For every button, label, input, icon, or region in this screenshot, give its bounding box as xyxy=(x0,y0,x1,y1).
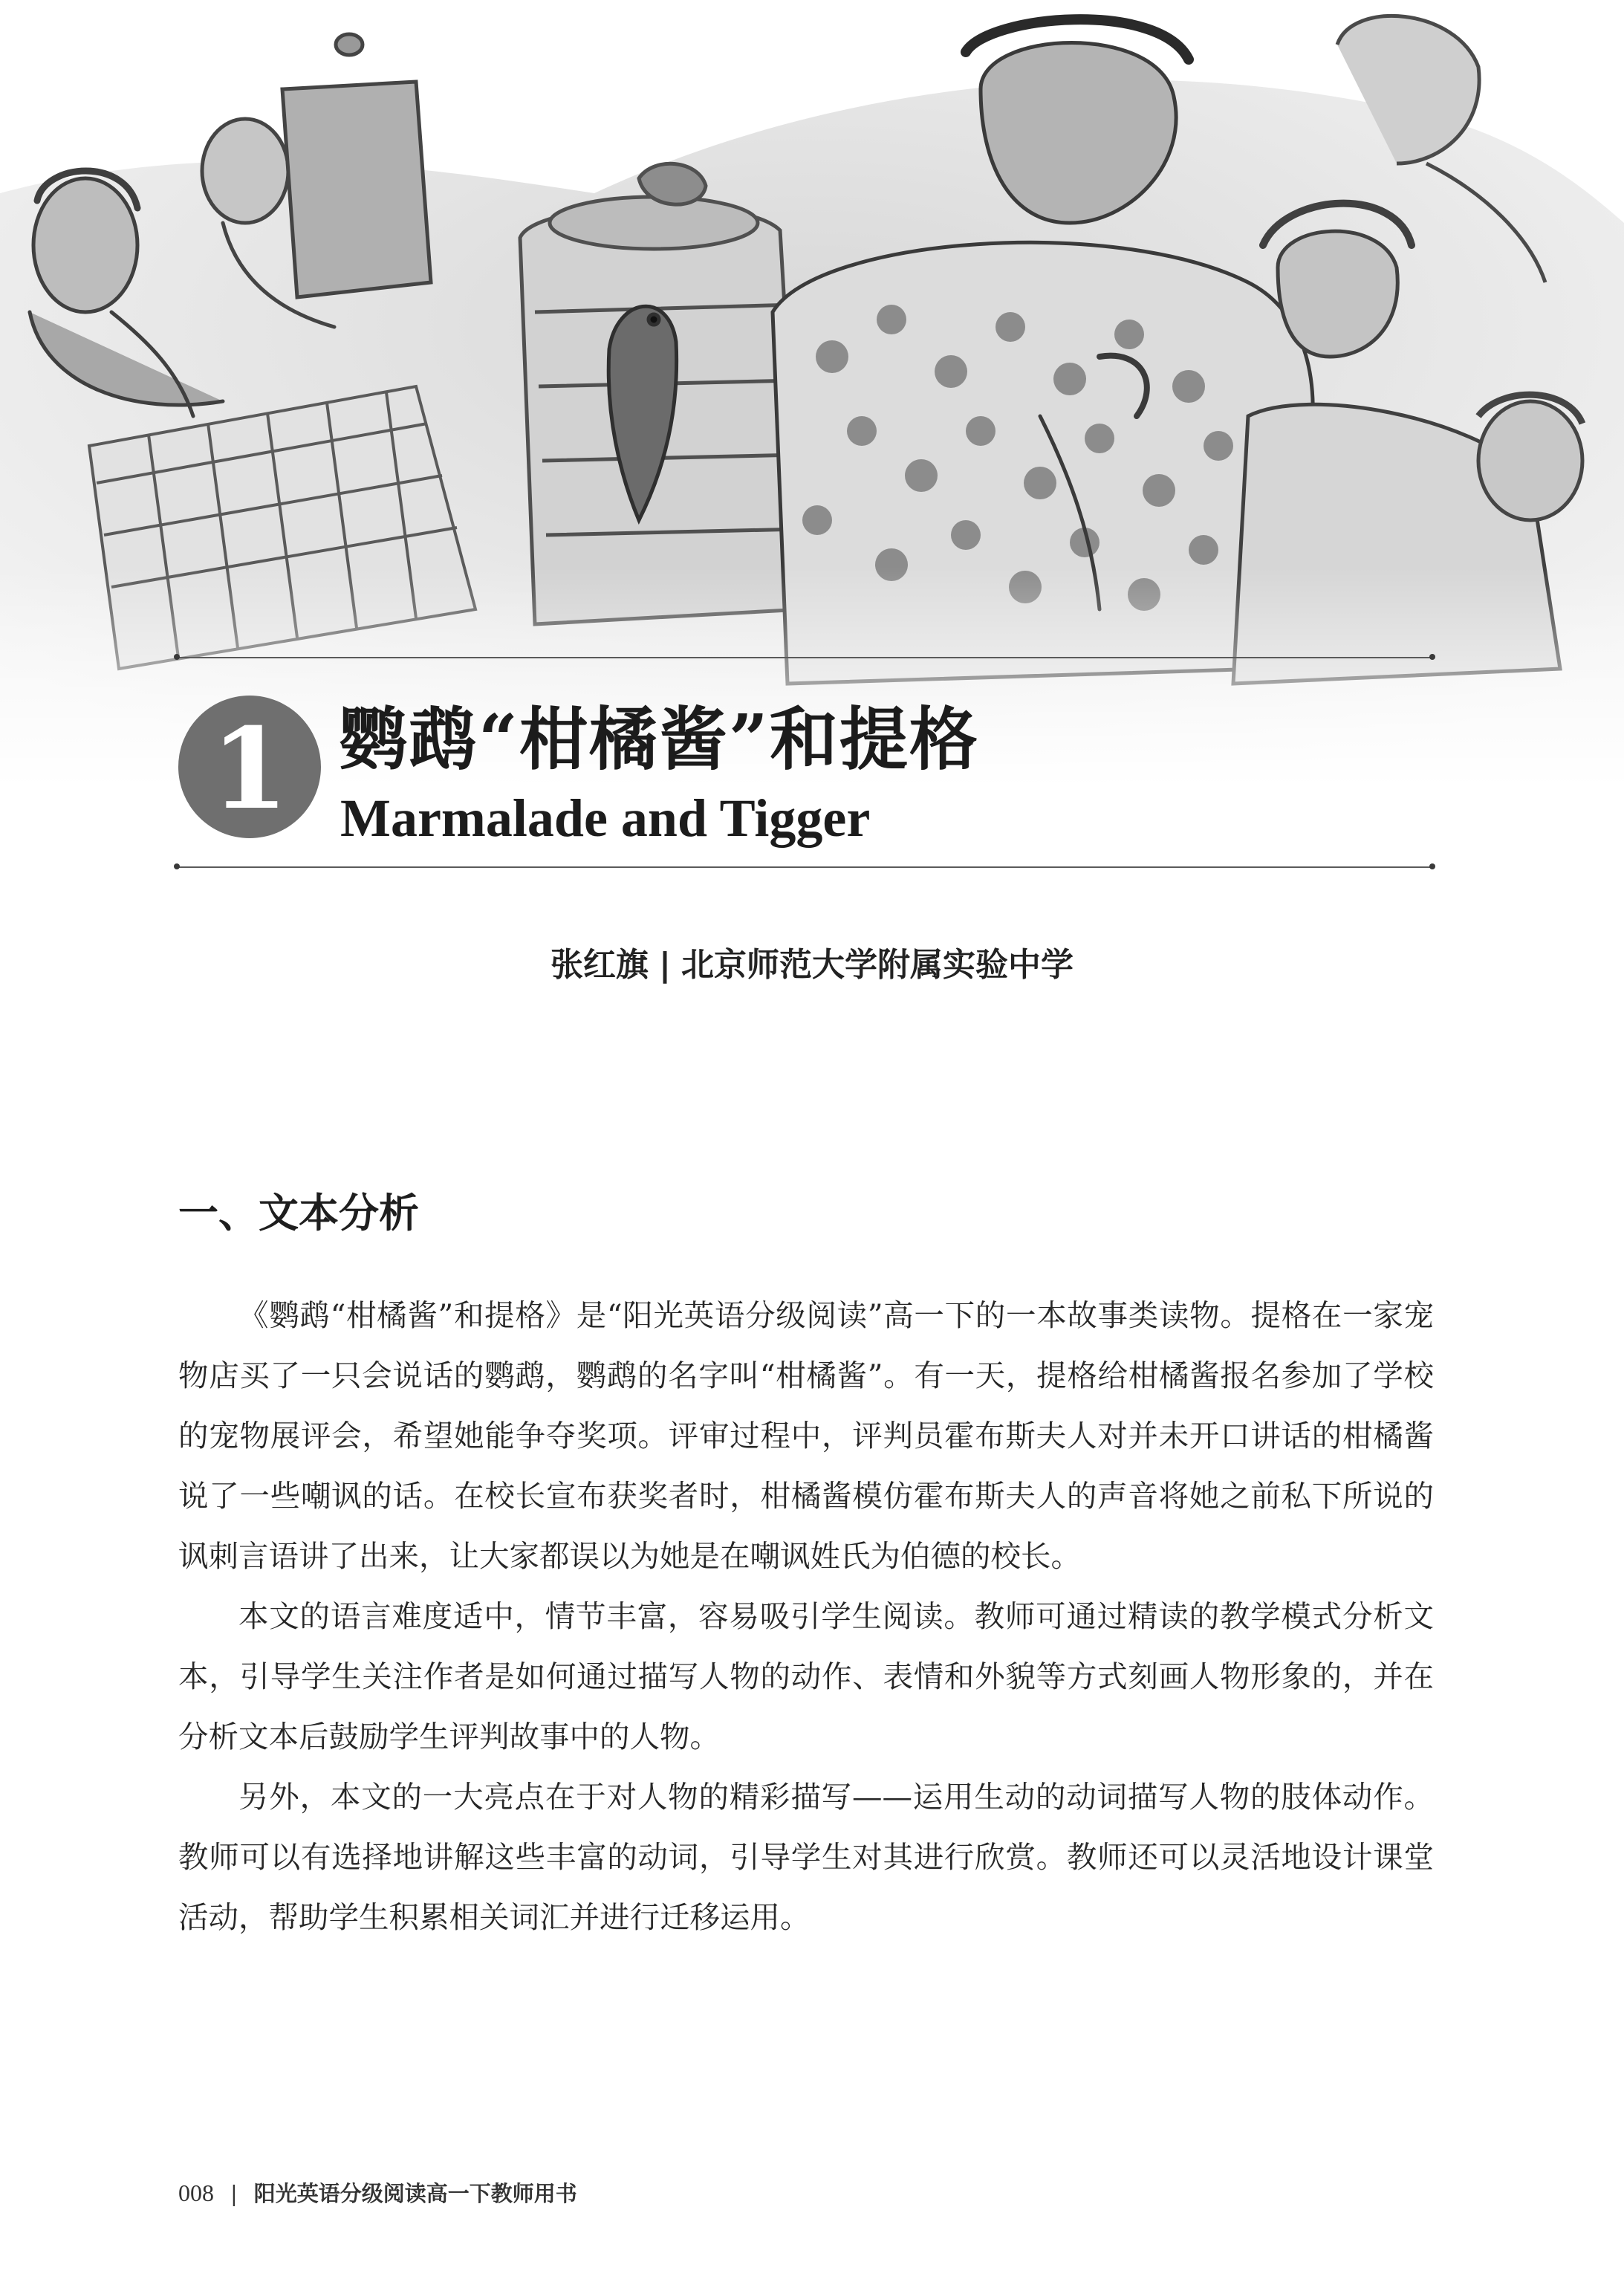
chapter-number: 1 xyxy=(210,704,289,834)
chapter-title-english: Marmalade and Tigger xyxy=(340,788,871,848)
author-name: 张红旗 xyxy=(550,946,649,984)
book-title: 阳光英语分级阅读高一下教师用书 xyxy=(253,2181,577,2206)
author-separator: | xyxy=(658,946,672,984)
section-heading: 一、文本分析 xyxy=(178,1190,419,1236)
pet-show-illustration xyxy=(0,0,1624,788)
heading-rule-top xyxy=(177,657,1432,658)
section-body xyxy=(178,1286,1434,1948)
chapter-number-badge xyxy=(178,696,321,838)
paragraph: 另外，本文的一大亮点在于对人物的精彩描写——运用生动的动词描写人物的肢体动作。教师可以有选择地讲解这些丰富的动词，引导学生对其进行欣赏。教师还可以灵活地设计课堂活动，帮助学生积累相关词汇并进行迁移运用。 xyxy=(178,1779,1434,1935)
page-number: 008 xyxy=(178,2179,214,2206)
footer-separator: | xyxy=(230,2181,238,2206)
author-line xyxy=(0,938,1624,985)
heading-rule-bottom xyxy=(177,866,1432,868)
chapter-title-chinese: 鹦鹉“柑橘酱”和提格 xyxy=(339,699,979,779)
page-footer xyxy=(178,2177,577,2208)
author-school: 北京师范大学附属实验中学 xyxy=(681,946,1074,984)
paragraph: 本文的语言难度适中，情节丰富，容易吸引学生阅读。教师可通过精读的教学模式分析文本，引导学生关注作者是如何通过描写人物的动作、表情和外貌等方式刻画人物形象的，并在分析文本后鼓励学生评判故事中的人物。 xyxy=(178,1598,1434,1754)
paragraph: 《鹦鹉“柑橘酱”和提格》是“阳光英语分级阅读”高一下的一本故事类读物。提格在一家宠物店买了一只会说话的鹦鹉，鹦鹉的名字叫“柑橘酱”。有一天，提格给柑橘酱报名参加了学校的宠物展评会，希望她能争夺奖项。评审过程中，评判员霍布斯夫人对并未开口讲话的柑橘酱说了一些嘲讽的话。在校长宣布获奖者时，柑橘酱模仿霍布斯夫人的声音将她之前私下所说的讽刺言语讲了出来，让大家都误以为她是在嘲讽姓氏为伯德的校长。 xyxy=(178,1297,1434,1574)
